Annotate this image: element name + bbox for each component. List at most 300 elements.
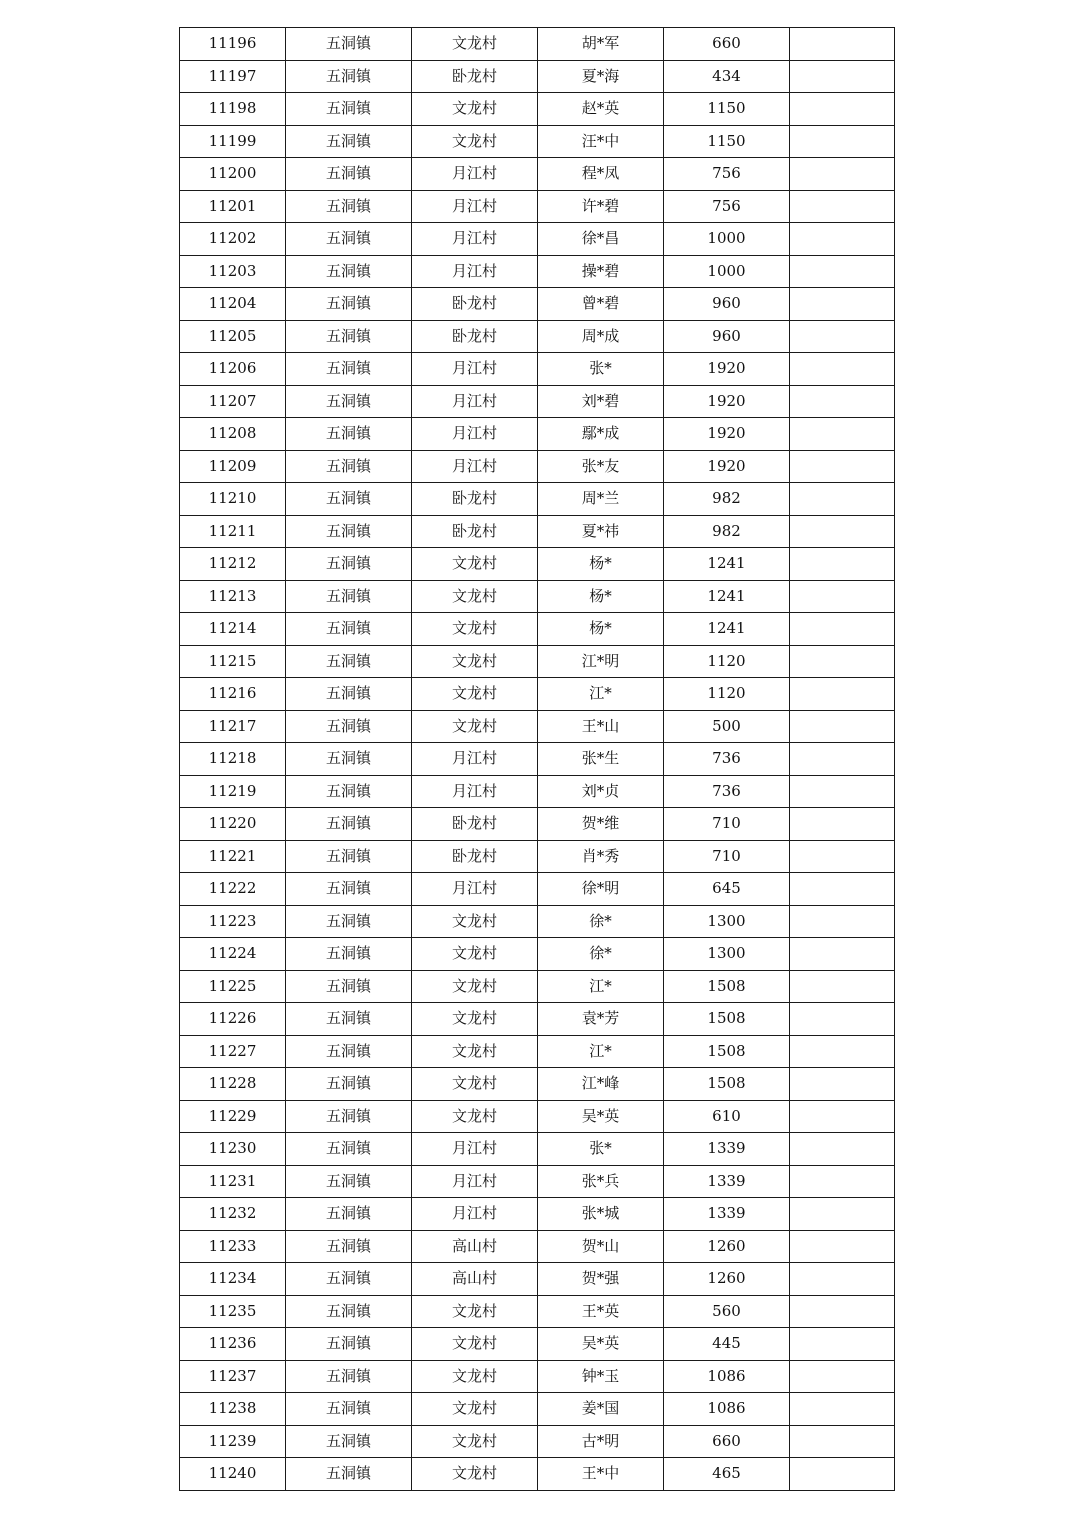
- table-row: [180, 1295, 895, 1328]
- name-cell: 王*中: [538, 1458, 664, 1491]
- amount-cell: 1300: [664, 938, 790, 971]
- note-cell: [790, 548, 895, 581]
- row-number-cell: 11196: [180, 28, 286, 61]
- name-cell: 徐*: [538, 938, 664, 971]
- village-cell: 文龙村: [412, 613, 538, 646]
- name-cell: 赵*英: [538, 93, 664, 126]
- note-cell: [790, 1458, 895, 1491]
- table-row: [180, 125, 895, 158]
- village-cell: 文龙村: [412, 1360, 538, 1393]
- table-row: [180, 548, 895, 581]
- amount-cell: 1920: [664, 418, 790, 451]
- table-row: [180, 223, 895, 256]
- row-number-cell: 11214: [180, 613, 286, 646]
- row-number-cell: 11222: [180, 873, 286, 906]
- village-cell: 月江村: [412, 158, 538, 191]
- note-cell: [790, 1198, 895, 1231]
- table-row: [180, 288, 895, 321]
- note-cell: [790, 385, 895, 418]
- name-cell: 袁*芳: [538, 1003, 664, 1036]
- note-cell: [790, 1068, 895, 1101]
- town-cell: 五洞镇: [286, 645, 412, 678]
- amount-cell: 960: [664, 320, 790, 353]
- town-cell: 五洞镇: [286, 28, 412, 61]
- amount-cell: 610: [664, 1100, 790, 1133]
- village-cell: 卧龙村: [412, 288, 538, 321]
- table-row: [180, 678, 895, 711]
- note-cell: [790, 970, 895, 1003]
- table-row: [180, 840, 895, 873]
- amount-cell: 1000: [664, 255, 790, 288]
- note-cell: [790, 613, 895, 646]
- town-cell: 五洞镇: [286, 613, 412, 646]
- name-cell: 周*成: [538, 320, 664, 353]
- village-cell: 文龙村: [412, 1035, 538, 1068]
- note-cell: [790, 190, 895, 223]
- row-number-cell: 11206: [180, 353, 286, 386]
- note-cell: [790, 1165, 895, 1198]
- village-cell: 文龙村: [412, 1328, 538, 1361]
- row-number-cell: 11197: [180, 60, 286, 93]
- row-number-cell: 11212: [180, 548, 286, 581]
- village-cell: 月江村: [412, 1133, 538, 1166]
- name-cell: 徐*昌: [538, 223, 664, 256]
- row-number-cell: 11215: [180, 645, 286, 678]
- note-cell: [790, 125, 895, 158]
- name-cell: 杨*: [538, 548, 664, 581]
- row-number-cell: 11201: [180, 190, 286, 223]
- name-cell: 汪*中: [538, 125, 664, 158]
- row-number-cell: 11220: [180, 808, 286, 841]
- town-cell: 五洞镇: [286, 1263, 412, 1296]
- table-row: [180, 1230, 895, 1263]
- village-cell: 文龙村: [412, 1458, 538, 1491]
- amount-cell: 1508: [664, 1003, 790, 1036]
- village-cell: 文龙村: [412, 580, 538, 613]
- table-row: [180, 450, 895, 483]
- row-number-cell: 11223: [180, 905, 286, 938]
- village-cell: 月江村: [412, 1198, 538, 1231]
- name-cell: 王*山: [538, 710, 664, 743]
- name-cell: 张*生: [538, 743, 664, 776]
- data-table: [179, 27, 895, 1491]
- note-cell: [790, 743, 895, 776]
- table-row: [180, 1003, 895, 1036]
- town-cell: 五洞镇: [286, 873, 412, 906]
- village-cell: 文龙村: [412, 125, 538, 158]
- note-cell: [790, 1425, 895, 1458]
- village-cell: 文龙村: [412, 970, 538, 1003]
- village-cell: 文龙村: [412, 678, 538, 711]
- table-row: [180, 808, 895, 841]
- amount-cell: 1300: [664, 905, 790, 938]
- town-cell: 五洞镇: [286, 158, 412, 191]
- village-cell: 文龙村: [412, 1068, 538, 1101]
- amount-cell: 982: [664, 483, 790, 516]
- table-row: [180, 515, 895, 548]
- table-row: [180, 1458, 895, 1491]
- town-cell: 五洞镇: [286, 1133, 412, 1166]
- amount-cell: 560: [664, 1295, 790, 1328]
- town-cell: 五洞镇: [286, 1360, 412, 1393]
- note-cell: [790, 808, 895, 841]
- village-cell: 月江村: [412, 190, 538, 223]
- table-row: [180, 938, 895, 971]
- note-cell: [790, 1003, 895, 1036]
- name-cell: 夏*祎: [538, 515, 664, 548]
- name-cell: 古*明: [538, 1425, 664, 1458]
- village-cell: 月江村: [412, 743, 538, 776]
- village-cell: 月江村: [412, 255, 538, 288]
- row-number-cell: 11221: [180, 840, 286, 873]
- table-row: [180, 1035, 895, 1068]
- name-cell: 张*城: [538, 1198, 664, 1231]
- amount-cell: 1339: [664, 1198, 790, 1231]
- row-number-cell: 11208: [180, 418, 286, 451]
- town-cell: 五洞镇: [286, 223, 412, 256]
- town-cell: 五洞镇: [286, 93, 412, 126]
- table-row: [180, 1165, 895, 1198]
- row-number-cell: 11218: [180, 743, 286, 776]
- row-number-cell: 11199: [180, 125, 286, 158]
- town-cell: 五洞镇: [286, 515, 412, 548]
- note-cell: [790, 710, 895, 743]
- row-number-cell: 11235: [180, 1295, 286, 1328]
- table-row: [180, 320, 895, 353]
- row-number-cell: 11234: [180, 1263, 286, 1296]
- town-cell: 五洞镇: [286, 125, 412, 158]
- table-row: [180, 1133, 895, 1166]
- village-cell: 文龙村: [412, 710, 538, 743]
- amount-cell: 1920: [664, 353, 790, 386]
- amount-cell: 1086: [664, 1360, 790, 1393]
- row-number-cell: 11239: [180, 1425, 286, 1458]
- village-cell: 卧龙村: [412, 483, 538, 516]
- village-cell: 月江村: [412, 385, 538, 418]
- note-cell: [790, 60, 895, 93]
- table-row: [180, 93, 895, 126]
- village-cell: 文龙村: [412, 28, 538, 61]
- village-cell: 文龙村: [412, 1295, 538, 1328]
- row-number-cell: 11213: [180, 580, 286, 613]
- name-cell: 徐*: [538, 905, 664, 938]
- note-cell: [790, 1263, 895, 1296]
- name-cell: 周*兰: [538, 483, 664, 516]
- name-cell: 贺*维: [538, 808, 664, 841]
- amount-cell: 1120: [664, 645, 790, 678]
- table-row: [180, 645, 895, 678]
- note-cell: [790, 515, 895, 548]
- village-cell: 月江村: [412, 223, 538, 256]
- note-cell: [790, 1328, 895, 1361]
- town-cell: 五洞镇: [286, 1068, 412, 1101]
- name-cell: 贺*强: [538, 1263, 664, 1296]
- amount-cell: 445: [664, 1328, 790, 1361]
- town-cell: 五洞镇: [286, 255, 412, 288]
- village-cell: 高山村: [412, 1263, 538, 1296]
- name-cell: 吴*英: [538, 1328, 664, 1361]
- note-cell: [790, 320, 895, 353]
- note-cell: [790, 580, 895, 613]
- row-number-cell: 11200: [180, 158, 286, 191]
- name-cell: 程*凤: [538, 158, 664, 191]
- row-number-cell: 11202: [180, 223, 286, 256]
- amount-cell: 465: [664, 1458, 790, 1491]
- name-cell: 胡*军: [538, 28, 664, 61]
- table-row: [180, 1425, 895, 1458]
- village-cell: 文龙村: [412, 905, 538, 938]
- amount-cell: 1150: [664, 93, 790, 126]
- village-cell: 文龙村: [412, 938, 538, 971]
- name-cell: 鄢*成: [538, 418, 664, 451]
- town-cell: 五洞镇: [286, 1035, 412, 1068]
- town-cell: 五洞镇: [286, 450, 412, 483]
- town-cell: 五洞镇: [286, 1198, 412, 1231]
- town-cell: 五洞镇: [286, 1295, 412, 1328]
- amount-cell: 1241: [664, 580, 790, 613]
- amount-cell: 1000: [664, 223, 790, 256]
- row-number-cell: 11240: [180, 1458, 286, 1491]
- row-number-cell: 11236: [180, 1328, 286, 1361]
- town-cell: 五洞镇: [286, 1003, 412, 1036]
- amount-cell: 1120: [664, 678, 790, 711]
- note-cell: [790, 1393, 895, 1426]
- town-cell: 五洞镇: [286, 808, 412, 841]
- row-number-cell: 11207: [180, 385, 286, 418]
- amount-cell: 1339: [664, 1133, 790, 1166]
- village-cell: 文龙村: [412, 1003, 538, 1036]
- note-cell: [790, 450, 895, 483]
- note-cell: [790, 1035, 895, 1068]
- row-number-cell: 11225: [180, 970, 286, 1003]
- amount-cell: 736: [664, 743, 790, 776]
- amount-cell: 500: [664, 710, 790, 743]
- village-cell: 月江村: [412, 353, 538, 386]
- town-cell: 五洞镇: [286, 970, 412, 1003]
- town-cell: 五洞镇: [286, 483, 412, 516]
- row-number-cell: 11237: [180, 1360, 286, 1393]
- village-cell: 卧龙村: [412, 60, 538, 93]
- note-cell: [790, 840, 895, 873]
- name-cell: 操*碧: [538, 255, 664, 288]
- row-number-cell: 11231: [180, 1165, 286, 1198]
- row-number-cell: 11198: [180, 93, 286, 126]
- table-row: [180, 710, 895, 743]
- row-number-cell: 11238: [180, 1393, 286, 1426]
- town-cell: 五洞镇: [286, 418, 412, 451]
- note-cell: [790, 873, 895, 906]
- village-cell: 月江村: [412, 775, 538, 808]
- village-cell: 月江村: [412, 418, 538, 451]
- table-row: [180, 580, 895, 613]
- table-row: [180, 385, 895, 418]
- table-row: [180, 483, 895, 516]
- village-cell: 月江村: [412, 450, 538, 483]
- note-cell: [790, 1230, 895, 1263]
- name-cell: 江*明: [538, 645, 664, 678]
- village-cell: 文龙村: [412, 1425, 538, 1458]
- amount-cell: 1920: [664, 450, 790, 483]
- amount-cell: 660: [664, 1425, 790, 1458]
- note-cell: [790, 905, 895, 938]
- amount-cell: 1241: [664, 548, 790, 581]
- table-row: [180, 905, 895, 938]
- amount-cell: 756: [664, 190, 790, 223]
- amount-cell: 1920: [664, 385, 790, 418]
- name-cell: 张*: [538, 353, 664, 386]
- amount-cell: 756: [664, 158, 790, 191]
- table-row: [180, 190, 895, 223]
- name-cell: 夏*海: [538, 60, 664, 93]
- note-cell: [790, 938, 895, 971]
- table-row: [180, 28, 895, 61]
- row-number-cell: 11233: [180, 1230, 286, 1263]
- amount-cell: 1508: [664, 970, 790, 1003]
- name-cell: 姜*国: [538, 1393, 664, 1426]
- amount-cell: 1508: [664, 1035, 790, 1068]
- table-row: [180, 1393, 895, 1426]
- row-number-cell: 11209: [180, 450, 286, 483]
- town-cell: 五洞镇: [286, 60, 412, 93]
- table-row: [180, 873, 895, 906]
- amount-cell: 1241: [664, 613, 790, 646]
- name-cell: 刘*贞: [538, 775, 664, 808]
- village-cell: 文龙村: [412, 645, 538, 678]
- note-cell: [790, 645, 895, 678]
- town-cell: 五洞镇: [286, 548, 412, 581]
- amount-cell: 1339: [664, 1165, 790, 1198]
- town-cell: 五洞镇: [286, 678, 412, 711]
- amount-cell: 1260: [664, 1263, 790, 1296]
- name-cell: 江*峰: [538, 1068, 664, 1101]
- amount-cell: 960: [664, 288, 790, 321]
- note-cell: [790, 158, 895, 191]
- table-row: [180, 1328, 895, 1361]
- note-cell: [790, 1133, 895, 1166]
- row-number-cell: 11224: [180, 938, 286, 971]
- table-row: [180, 1068, 895, 1101]
- village-cell: 卧龙村: [412, 808, 538, 841]
- note-cell: [790, 775, 895, 808]
- name-cell: 许*碧: [538, 190, 664, 223]
- table-row: [180, 1360, 895, 1393]
- name-cell: 杨*: [538, 580, 664, 613]
- town-cell: 五洞镇: [286, 1458, 412, 1491]
- village-cell: 文龙村: [412, 1393, 538, 1426]
- row-number-cell: 11204: [180, 288, 286, 321]
- row-number-cell: 11219: [180, 775, 286, 808]
- note-cell: [790, 678, 895, 711]
- row-number-cell: 11205: [180, 320, 286, 353]
- name-cell: 肖*秀: [538, 840, 664, 873]
- row-number-cell: 11229: [180, 1100, 286, 1133]
- amount-cell: 710: [664, 840, 790, 873]
- row-number-cell: 11228: [180, 1068, 286, 1101]
- note-cell: [790, 1295, 895, 1328]
- table-body: [180, 28, 895, 1491]
- town-cell: 五洞镇: [286, 1100, 412, 1133]
- village-cell: 高山村: [412, 1230, 538, 1263]
- note-cell: [790, 223, 895, 256]
- table-row: [180, 613, 895, 646]
- table-row: [180, 1198, 895, 1231]
- amount-cell: 1260: [664, 1230, 790, 1263]
- town-cell: 五洞镇: [286, 385, 412, 418]
- row-number-cell: 11210: [180, 483, 286, 516]
- row-number-cell: 11211: [180, 515, 286, 548]
- row-number-cell: 11226: [180, 1003, 286, 1036]
- name-cell: 张*: [538, 1133, 664, 1166]
- note-cell: [790, 1100, 895, 1133]
- name-cell: 钟*玉: [538, 1360, 664, 1393]
- row-number-cell: 11230: [180, 1133, 286, 1166]
- town-cell: 五洞镇: [286, 1425, 412, 1458]
- table-row: [180, 255, 895, 288]
- note-cell: [790, 483, 895, 516]
- amount-cell: 982: [664, 515, 790, 548]
- town-cell: 五洞镇: [286, 1165, 412, 1198]
- row-number-cell: 11217: [180, 710, 286, 743]
- name-cell: 王*英: [538, 1295, 664, 1328]
- town-cell: 五洞镇: [286, 190, 412, 223]
- town-cell: 五洞镇: [286, 710, 412, 743]
- town-cell: 五洞镇: [286, 320, 412, 353]
- note-cell: [790, 288, 895, 321]
- name-cell: 徐*明: [538, 873, 664, 906]
- table-row: [180, 1100, 895, 1133]
- village-cell: 文龙村: [412, 93, 538, 126]
- table-row: [180, 60, 895, 93]
- note-cell: [790, 93, 895, 126]
- name-cell: 刘*碧: [538, 385, 664, 418]
- town-cell: 五洞镇: [286, 905, 412, 938]
- town-cell: 五洞镇: [286, 353, 412, 386]
- note-cell: [790, 353, 895, 386]
- village-cell: 月江村: [412, 1165, 538, 1198]
- row-number-cell: 11227: [180, 1035, 286, 1068]
- name-cell: 杨*: [538, 613, 664, 646]
- town-cell: 五洞镇: [286, 580, 412, 613]
- name-cell: 贺*山: [538, 1230, 664, 1263]
- amount-cell: 1086: [664, 1393, 790, 1426]
- row-number-cell: 11203: [180, 255, 286, 288]
- name-cell: 吴*英: [538, 1100, 664, 1133]
- row-number-cell: 11216: [180, 678, 286, 711]
- note-cell: [790, 418, 895, 451]
- town-cell: 五洞镇: [286, 840, 412, 873]
- name-cell: 江*: [538, 1035, 664, 1068]
- table-row: [180, 418, 895, 451]
- amount-cell: 645: [664, 873, 790, 906]
- name-cell: 江*: [538, 970, 664, 1003]
- town-cell: 五洞镇: [286, 938, 412, 971]
- amount-cell: 736: [664, 775, 790, 808]
- amount-cell: 710: [664, 808, 790, 841]
- town-cell: 五洞镇: [286, 775, 412, 808]
- village-cell: 卧龙村: [412, 840, 538, 873]
- town-cell: 五洞镇: [286, 1393, 412, 1426]
- village-cell: 文龙村: [412, 1100, 538, 1133]
- name-cell: 曾*碧: [538, 288, 664, 321]
- note-cell: [790, 1360, 895, 1393]
- town-cell: 五洞镇: [286, 1230, 412, 1263]
- table-row: [180, 158, 895, 191]
- town-cell: 五洞镇: [286, 743, 412, 776]
- table-row: [180, 353, 895, 386]
- town-cell: 五洞镇: [286, 1328, 412, 1361]
- amount-cell: 1508: [664, 1068, 790, 1101]
- table-row: [180, 1263, 895, 1296]
